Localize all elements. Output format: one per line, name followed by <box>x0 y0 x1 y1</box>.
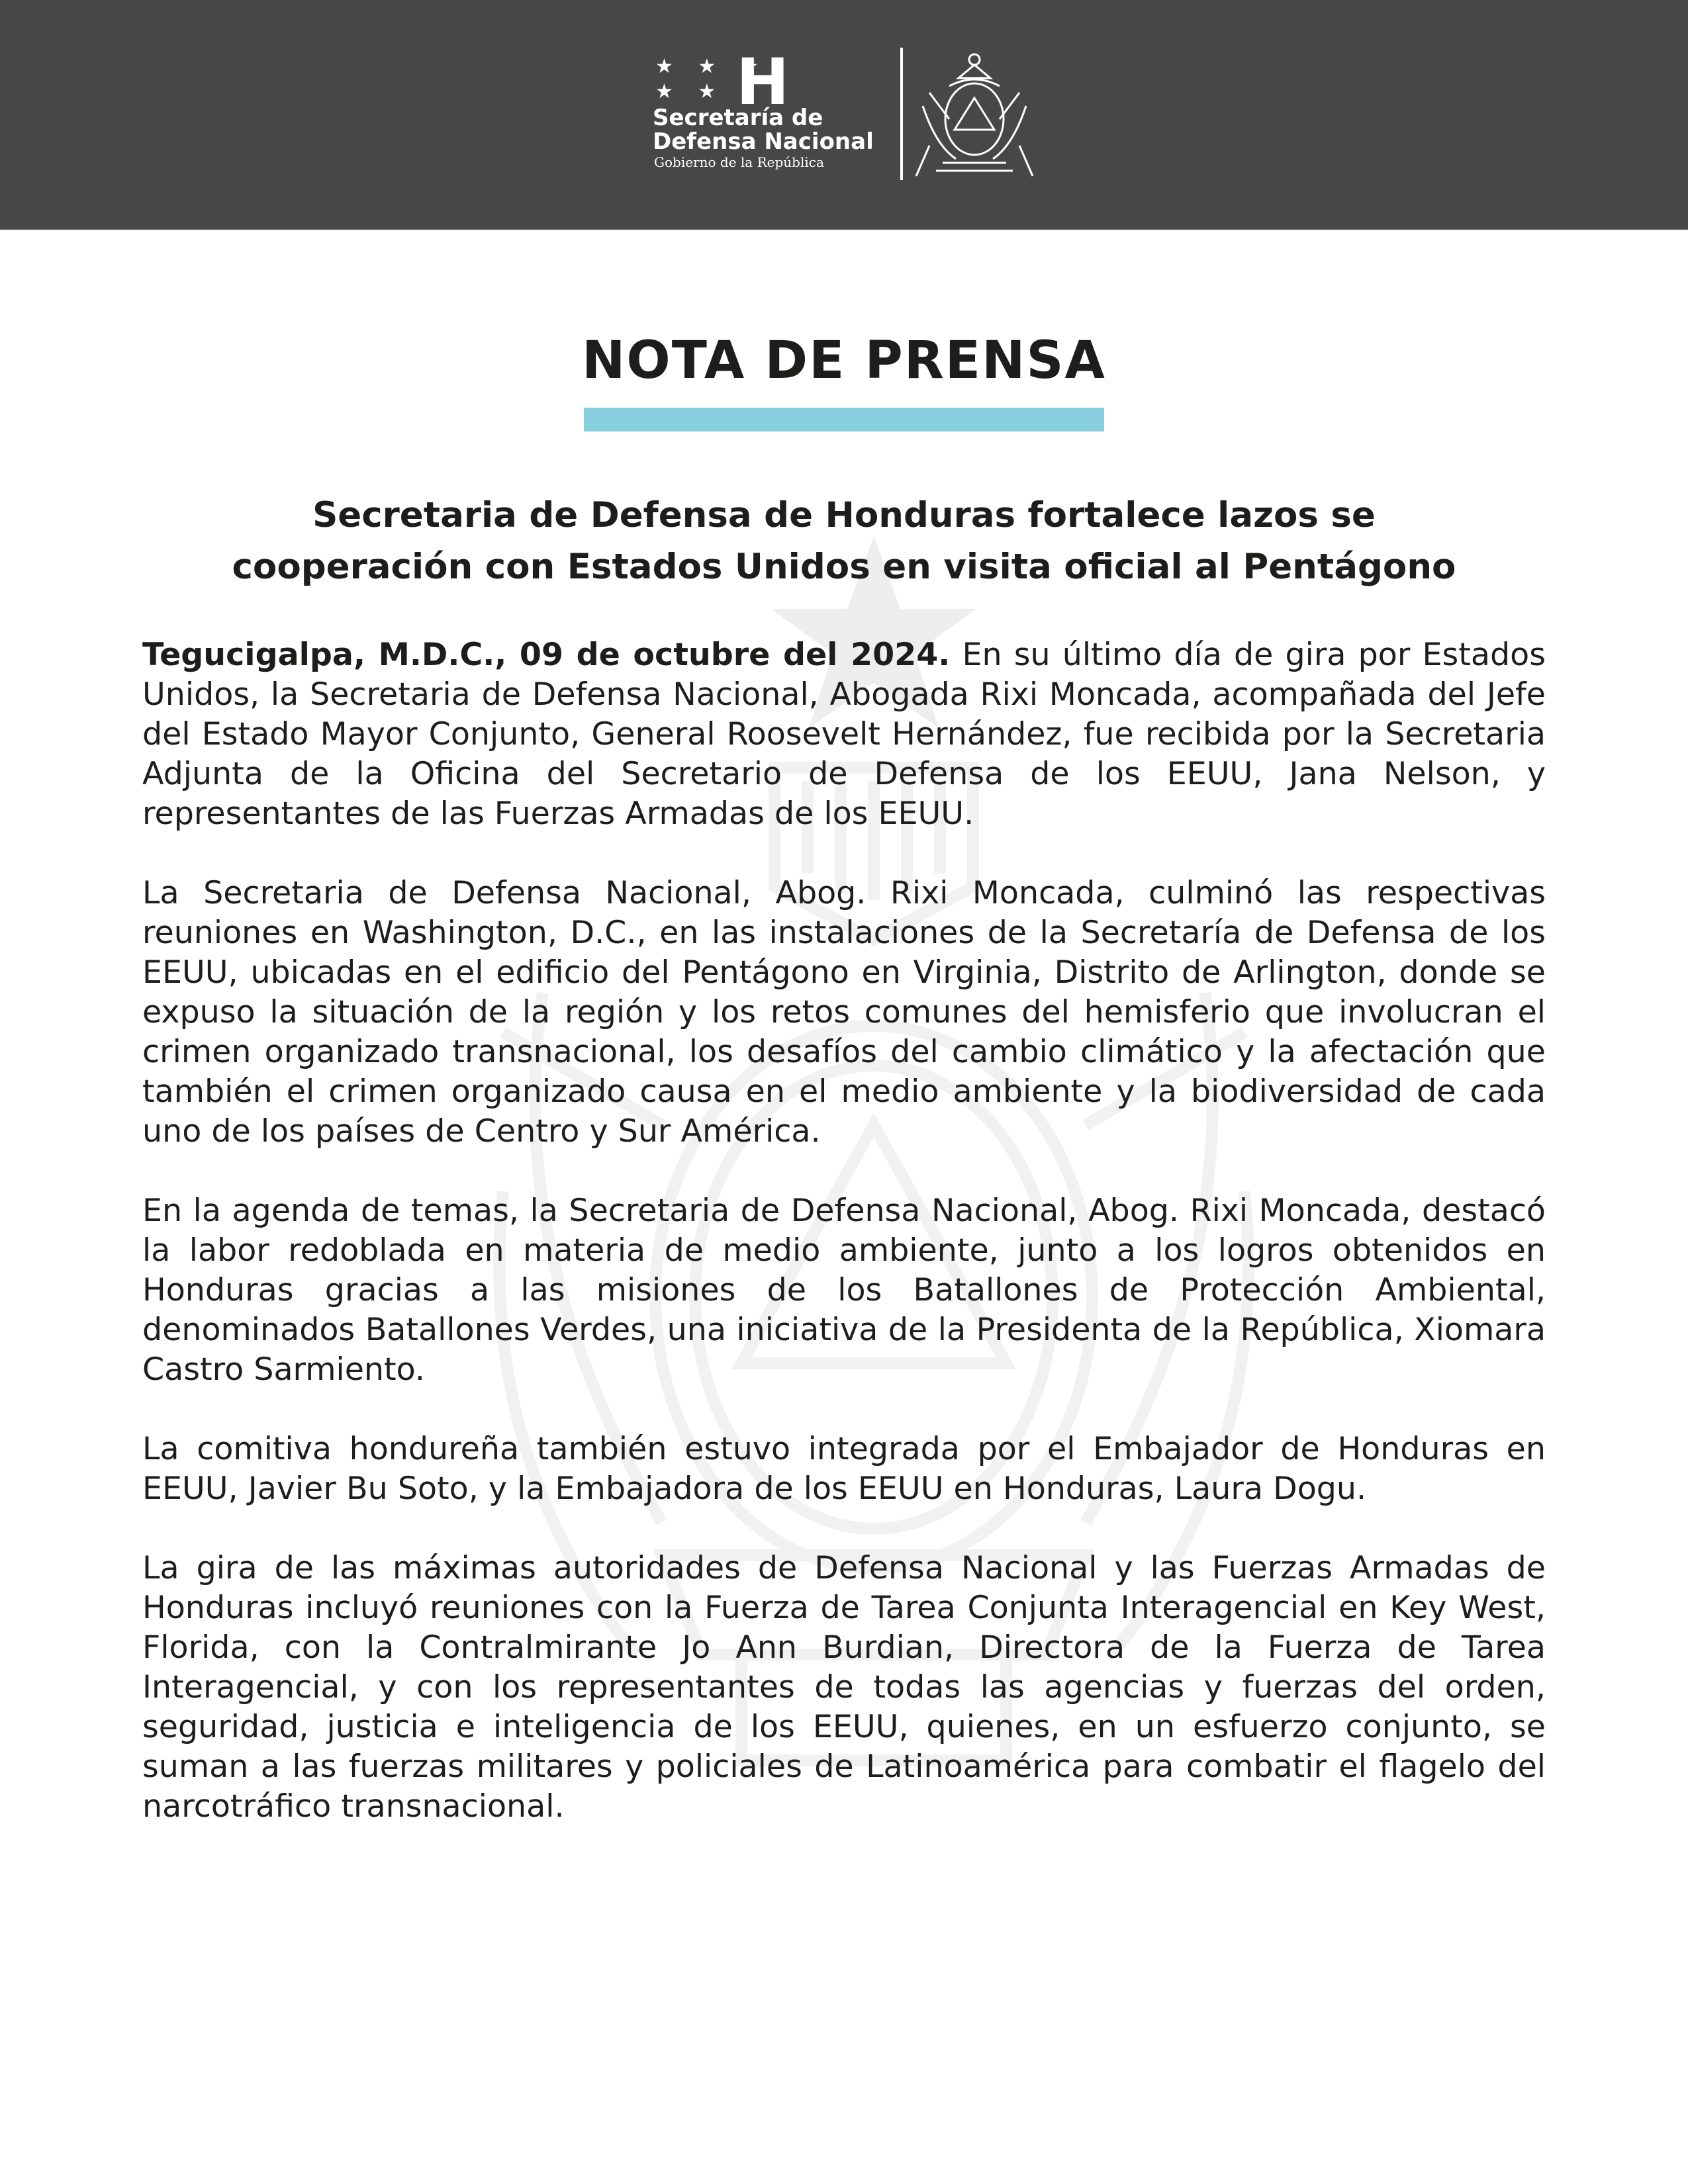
headline-line-2: cooperación con Estados Unidos en visita oficial al Pentágono <box>232 547 1456 587</box>
stars-icon: ★ ★ ★ ★ ★ <box>655 55 768 103</box>
paragraph-1 <box>142 635 1546 834</box>
headline <box>132 490 1556 593</box>
paragraph-2: La Secretaria de Defensa Nacional, Abog. Rixi Moncada, culminó las respectivas reuniones en Washington, D.C., en las instalaciones de la Secretaría de Defensa de los EEUU, ubicadas en el edificio del Pentágono en Virginia, Distrito de Arlington, donde se expuso la situación de la región y los retos comunes del hemisferio que involucran el crimen organizado transnacional, los desafíos del cambio climático y la afectación que también el crimen organizado causa en el medio ambiente y la biodiversidad de cada uno de los países de Centro y Sur América. <box>142 875 1546 1150</box>
org-name-line1: Secretaría de <box>653 105 823 131</box>
headline-line-1: Secretaria de Defensa de Honduras fortalece lazos se <box>312 495 1376 535</box>
org-name-line2: Defensa Nacional <box>653 128 874 155</box>
government-label: Gobierno de la República <box>654 154 824 170</box>
header-bar <box>0 0 1688 230</box>
paragraph-5: La gira de las máximas autoridades de Defensa Nacional y las Fuerzas Armadas de Honduras incluyó reuniones con la Fuerza de Tarea Conjunta Interagencial en Key West, Florida, con la Contralmirante Jo Ann Burdian, Directora de la Fuerza de Tarea Interagencial, y con los representantes de todas las agencias y fuerzas del orden, seguridad, justicia e inteligencia de los EEUU, quienes, en un esfuerzo conjunto, se suman a las fuerzas militares y policiales de Latinoamérica para combatir el flagelo del narcotráfico transnacional. <box>142 1550 1546 1825</box>
paragraph-3: En la agenda de temas, la Secretaria de Defensa Nacional, Abog. Rixi Moncada, destacó la labor redoblada en materia de medio ambiente, junto a los logros obtenidos en Honduras gracias a las misiones de los Batallones de Protección Ambiental, denominados Batallones Verdes, una iniciativa de la Presidenta de la República, Xiomara Castro Sarmiento. <box>142 1193 1546 1388</box>
paragraph-1-text: En su último día de gira por Estados Unidos, la Secretaria de Defensa Nacional, Abogada Rixi Moncada, acompañada del Jefe del Estado Mayor Conjunto, General Roosevelt Hernández, fue recibida por la Secretaria Adjunta de la Oficina del Secretario de Defensa de los EEUU, Jana Nelson, y representantes de las Fuerzas Armadas de los EEUU. <box>142 637 1546 832</box>
brand-letter: H <box>736 45 790 119</box>
title-underline <box>584 408 1104 432</box>
logo-divider <box>900 48 903 180</box>
dateline: Tegucigalpa, M.D.C., 09 de octubre del 2024. <box>142 637 951 673</box>
article-body <box>142 635 1546 1866</box>
ministry-logo <box>651 45 896 175</box>
paragraph-4: La comitiva hondureña también estuvo integrada por el Embajador de Honduras en EEUU, Javier Bu Soto, y la Embajadora de los EEUU en Honduras, Laura Dogu. <box>142 1431 1546 1507</box>
coat-of-arms-icon <box>910 46 1039 179</box>
page-title: NOTA DE PRENSA <box>582 331 1106 390</box>
